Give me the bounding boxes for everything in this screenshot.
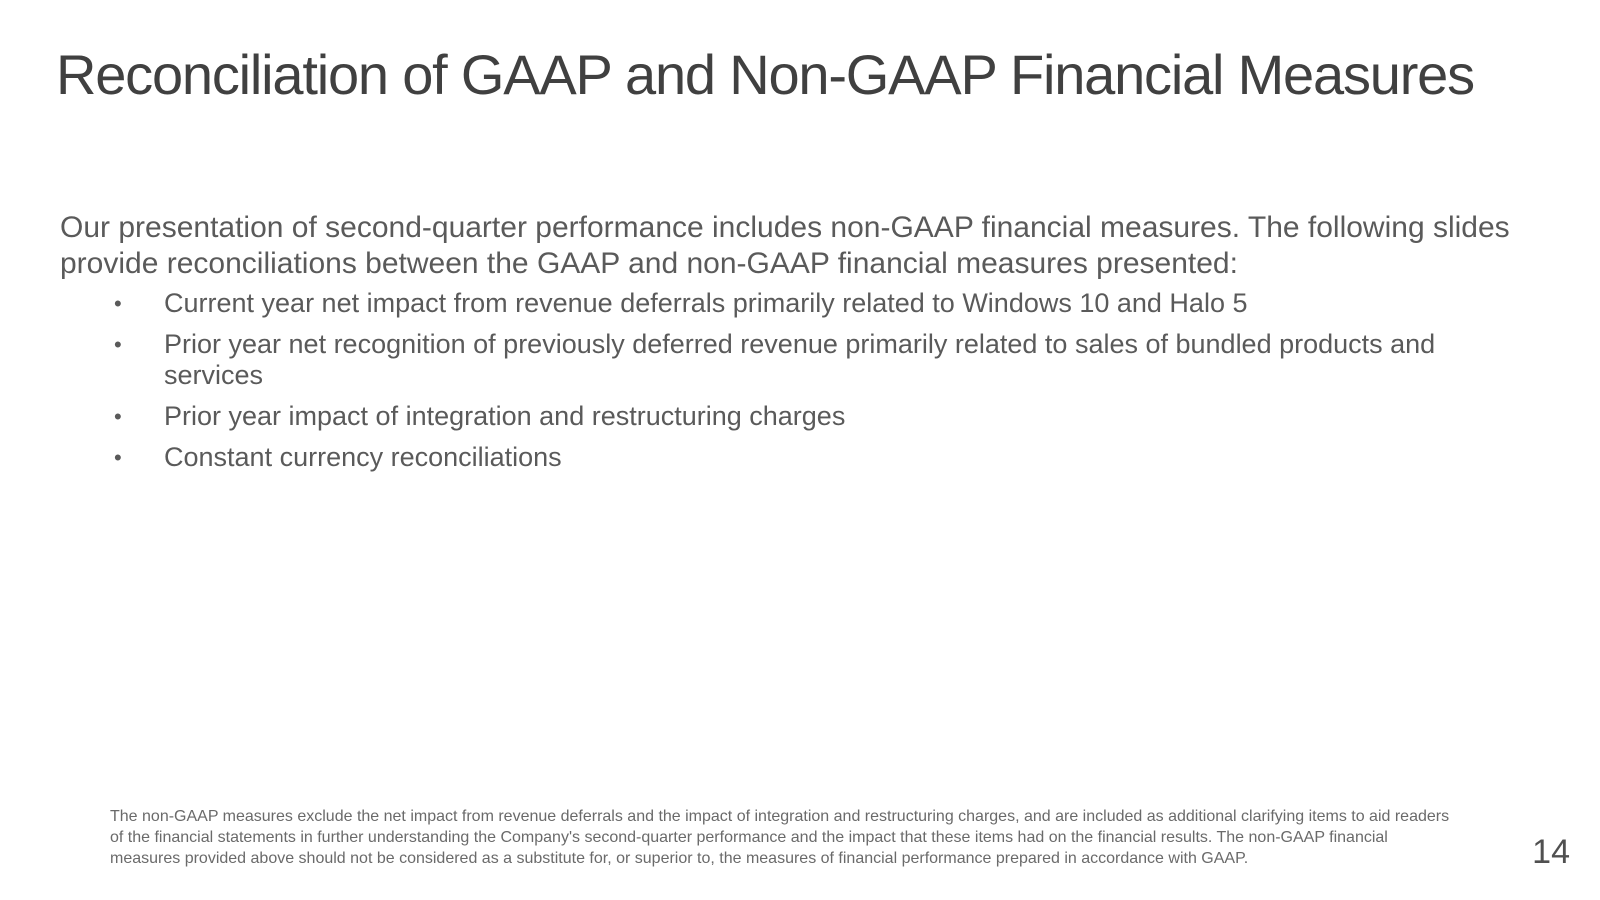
bullet-marker: • — [114, 445, 122, 470]
bullet-text: Current year net impact from revenue deferrals primarily related to Windows 10 and Halo 5 — [164, 288, 1248, 318]
bullet-marker: • — [114, 291, 122, 316]
bullet-text: Prior year net recognition of previously deferred revenue primarily related to sales of bundled products and services — [164, 329, 1436, 390]
bullet-marker: • — [114, 332, 122, 357]
bullet-text: Prior year impact of integration and restructuring charges — [164, 401, 846, 431]
bullet-text: Constant currency reconciliations — [164, 442, 562, 472]
slide-title: Reconciliation of GAAP and Non-GAAP Financial Measures — [56, 43, 1474, 106]
intro-paragraph: Our presentation of second-quarter performance includes non-GAAP financial measures. The following slides provide reconciliations between the GAAP and non-GAAP financial measures presented: — [60, 211, 1510, 280]
bullet-item — [112, 442, 1532, 473]
bullet-list — [112, 288, 1532, 483]
bullet-item — [112, 401, 1532, 432]
bullet-item — [112, 288, 1532, 319]
bullet-marker: • — [114, 404, 122, 429]
footnote: The non-GAAP measures exclude the net impact from revenue deferrals and the impact of integration and restructuring charges, and are included as additional clarifying items to aid readers of the financial statements in further understanding the Company's second-quarter performance and the impact that these items had on the financial results. The non-GAAP financial measures provided above should not be considered as a substitute for, or superior to, the measures of financial performance prepared in accordance with GAAP. — [110, 808, 1450, 867]
bullet-item — [112, 329, 1532, 391]
page-number: 14 — [1532, 833, 1570, 871]
